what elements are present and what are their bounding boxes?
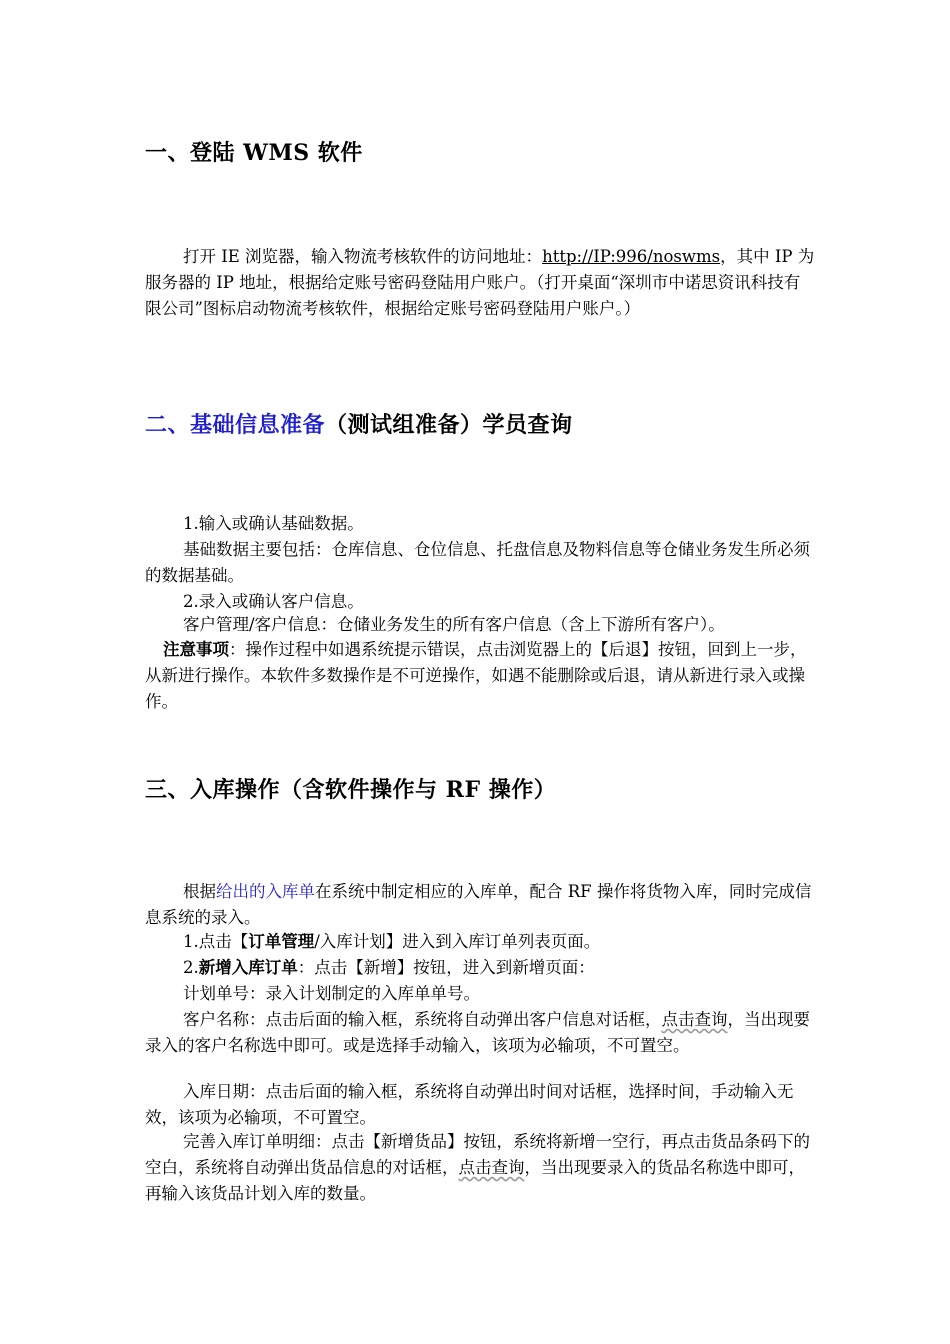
paragraph-text: ，其中 IP 为服务器的 IP 地址，根据给定账号密码登陆用户账户。（打开桌面“深圳市中诺思资讯科技有限公司”图标启动物流考核软件，根据给定账号密码登陆用户账户。） <box>145 247 815 318</box>
paragraph-text: ：点击【新增】按钮，进入到新增页面： <box>297 958 595 977</box>
section-2-paragraph-4: 客户管理/客户信息：仓储业务发生的所有客户信息（含上下游所有客户）。 <box>183 615 725 634</box>
paragraph-text: 2. <box>183 958 199 977</box>
wms-url-link[interactable]: http://IP:996/noswms <box>542 247 721 266</box>
section-2-heading <box>145 408 573 439</box>
section-3-inbound-date: 入库日期：点击后面的输入框，系统将自动弹出时间对话框，选择时间，手动输入无效，该项为必输项，不可置空。 <box>145 1082 794 1127</box>
section-2-item-1: 1.输入或确认基础数据。 <box>183 514 364 533</box>
paragraph-text: ，当出现要录入的货品名称选中即可，再输入该货品计划入库的数量。 <box>145 1158 805 1203</box>
section-1-paragraph <box>145 244 815 322</box>
section-3-customer-name <box>145 1007 815 1059</box>
query-text: 点击查询 <box>661 1010 728 1029</box>
section-3-plan-number: 计划单号：录入计划制定的入库单单号。 <box>183 984 480 1003</box>
section-2-heading-rest: （测试组准备）学员查询 <box>325 412 573 438</box>
note-label: 注意事项 <box>163 640 229 659</box>
section-2-heading-highlight: 二、基础信息准备 <box>145 412 326 438</box>
paragraph-text: /入库计划】进入到入库订单列表页面。 <box>314 932 601 951</box>
section-3-paragraph-1 <box>145 879 825 931</box>
section-1-heading: 一、登陆 WMS 软件 <box>145 140 363 166</box>
inbound-order-link-text: 给出的入库单 <box>216 882 315 901</box>
section-2-note <box>145 637 815 715</box>
section-2-item-2: 2.录入或确认客户信息。 <box>183 592 364 611</box>
note-text: ：操作过程中如遇系统提示错误，点击浏览器上的【后退】按钮，回到上一步，从新进行操作。本软件多数操作是不可逆操作，如遇不能删除或后退，请从新进行录入或操作。 <box>145 640 807 711</box>
section-2-paragraph-2: 基础数据主要包括：仓库信息、仓位信息、托盘信息及物料信息等仓储业务发生所必须的数据基础。 <box>145 540 810 585</box>
paragraph-text: ，当出现要录入的客户名称选中即可。或是选择手动输入，该项为必输项，不可置空。 <box>145 1010 810 1055</box>
paragraph-text: 根据 <box>183 882 216 901</box>
paragraph-text: 在系统中制定相应的入库单，配合 RF 操作将货物入库，同时完成信息系统的录入。 <box>145 882 812 927</box>
section-3-step-1 <box>145 929 815 955</box>
section-3-order-details <box>145 1129 815 1207</box>
order-management-label: 订单管理 <box>248 932 315 951</box>
paragraph-text: 完善入库订单明细：点击【新增货品】按钮，系统将新增一空行，再点击货品条码下的空白，系统将自动弹出货品信息的对话框， <box>145 1132 810 1177</box>
query-text: 点击查询 <box>458 1158 525 1177</box>
paragraph-text: 1.点击【 <box>183 932 249 951</box>
paragraph-text: 打开 IE 浏览器，输入物流考核软件的访问地址： <box>183 247 543 266</box>
paragraph-text: 客户名称：点击后面的输入框，系统将自动弹出客户信息对话框， <box>183 1010 662 1029</box>
section-3-heading: 三、入库操作（含软件操作与 RF 操作） <box>145 777 557 803</box>
new-inbound-order-label: 新增入库订单 <box>198 958 298 977</box>
section-3-step-2 <box>145 955 815 981</box>
